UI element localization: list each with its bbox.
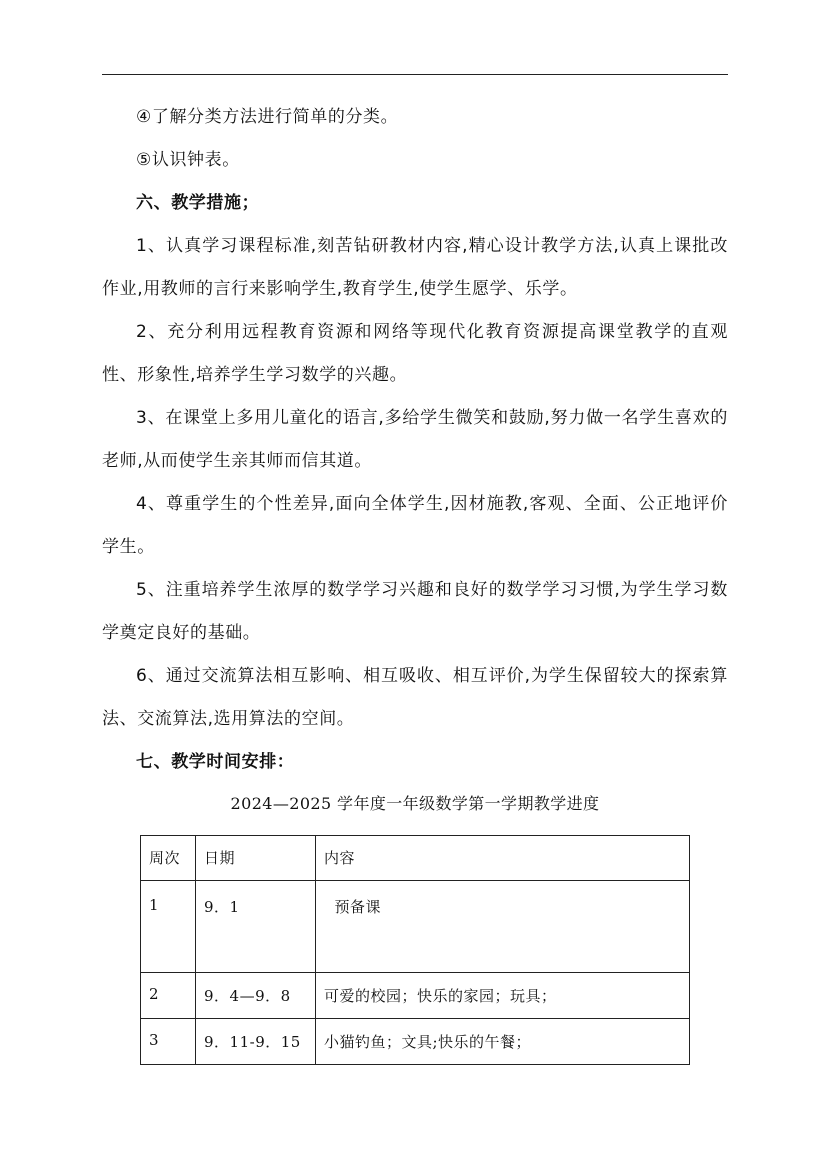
measure-3: 3、在课堂上多用儿童化的语言,多给学生微笑和鼓励,努力做一名学生喜欢的老师,从而使学生亲其师而信其道。: [102, 408, 728, 471]
measure-1: 1、认真学习课程标准,刻苦钻研教材内容,精心设计教学方法,认真上课批改作业,用教师的言行来影响学生,教育学生,使学生愿学、乐学。: [102, 236, 728, 299]
cell-date: 9．4—9．8: [196, 973, 316, 1019]
measure-4: 4、尊重学生的个性差异,面向全体学生,因材施教,客观、全面、公正地评价学生。: [102, 494, 728, 557]
cell-week: 3: [141, 1019, 196, 1065]
document-body: [102, 96, 728, 820]
schedule-table: [140, 835, 690, 1065]
cell-week: 2: [141, 973, 196, 1019]
cell-week: 1: [141, 881, 196, 973]
header-date: 日期: [196, 836, 316, 881]
measure-5: 5、注重培养学生浓厚的数学学习兴趣和良好的数学学习习惯,为学生学习数学奠定良好的基础。: [102, 580, 728, 643]
measure-6: 6、通过交流算法相互影响、相互吸收、相互评价,为学生保留较大的探索算法、交流算法,选用算法的空间。: [102, 666, 728, 729]
table-title: 2024—2025 学年度一年级数学第一学期教学进度: [230, 794, 600, 813]
section-heading-schedule: 七、教学时间安排：: [136, 752, 295, 772]
section-heading-measures: 六、教学措施；: [136, 193, 260, 213]
header-content: 内容: [316, 836, 690, 881]
measure-2: 2、充分利用远程教育资源和网络等现代化教育资源提高课堂教学的直观性、形象性,培养学生学习数学的兴趣。: [102, 322, 728, 385]
cell-content: 可爱的校园；快乐的家园；玩具；: [316, 973, 690, 1019]
paragraph-item-4: ④了解分类方法进行简单的分类。: [136, 107, 399, 127]
table-row: [141, 1019, 690, 1065]
table-header-row: [141, 836, 690, 881]
cell-content: 小猫钓鱼；文具;快乐的午餐；: [316, 1019, 690, 1065]
table-row: [141, 973, 690, 1019]
paragraph-item-5: ⑤认识钟表。: [136, 150, 240, 170]
cell-date: 9．11-9．15: [196, 1019, 316, 1065]
header-rule: [102, 74, 728, 75]
header-week: 周次: [141, 836, 196, 881]
cell-date: 9．1: [196, 881, 316, 973]
table-row: [141, 881, 690, 973]
cell-content: 预备课: [316, 881, 690, 973]
